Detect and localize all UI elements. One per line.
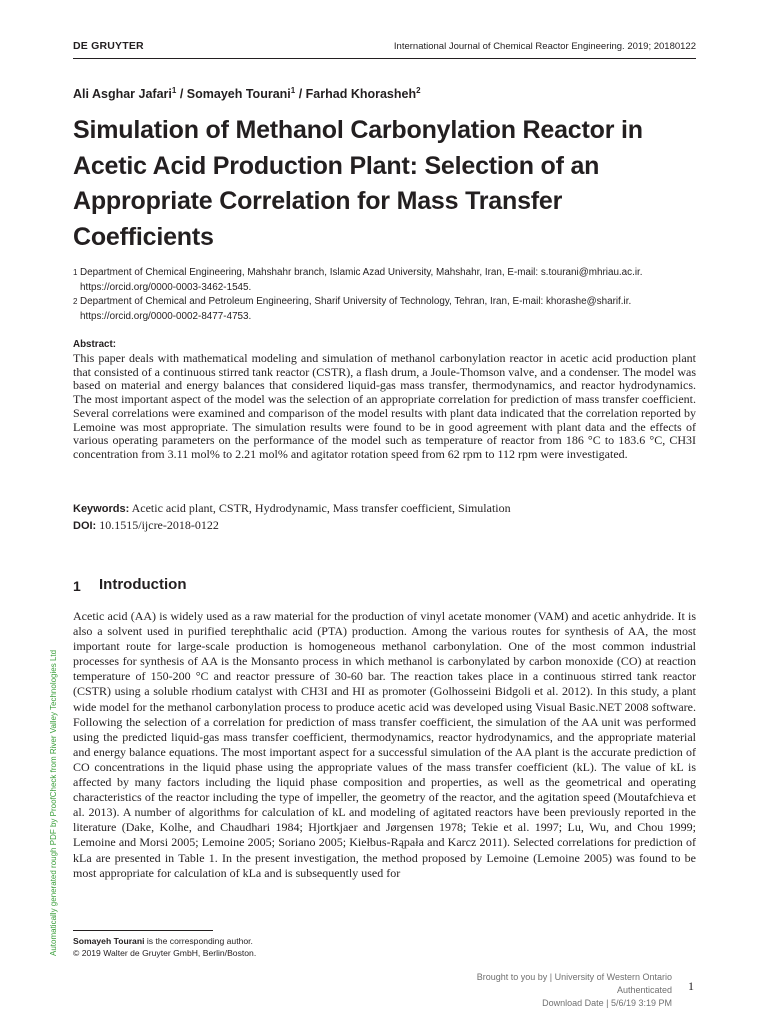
abstract-heading: Abstract: <box>73 339 117 350</box>
affiliation-number: 1 <box>73 268 78 277</box>
corresponding-author-suffix: is the corresponding author. <box>144 936 253 946</box>
author-name: Farhad Khorasheh <box>305 87 417 102</box>
author-affiliation-mark: 1 <box>290 86 296 95</box>
introduction-body: Acetic acid (AA) is widely used as a raw material for the production of vinyl acetate monomer (VAM) and acetic anhydride. It is also a solvent used in purified terephthalic acid (PTA) production. Among the various routes for synthesis of AA, the most important route for large-scale production is homogeneous methanol carbonylation. One of the most common industrial processes for synthesis of AA is the Monsanto process in which methanol is carbonylated by carbon monoxide (CO) at reaction temperature of 150-200 °C and reactor pressure of 30-60 bar. The reaction takes place in a continuous stirred tank reactor (CSTR) using a soluble rhodium catalyst with CH3I and HI as promoter (Golhosseini Bidgoli et al. 2012). In this study, a plant wide model for the methanol carbonylation process to produce acetic acid was developed using Visual Basic.NET 2008 software. Following the selection of a correlation for prediction of mass transfer coefficient, the simulation of the AA unit was performed using the predicted liquid-gas mass transfer coefficient, thermodynamics, reactor hydrodynamics, and the appropriate material and energy balance equations. The most important aspect for a successful simulation of the AA plant is the accurate prediction of CO concentrations in the liquid phase using the appropriate values of the mass transfer coefficient (kL). The value of kL is affected by many factors including the liquid phase composition and properties, as well as the geometrical and operating characteristics of the reactor including the type of impeller, the geometry of the reactor, and the agitation speed (Moutafchieva et al. 2013). A number of algorithms for calculation of kL and modeling of agitated reactors have been previously reported in the literature (Dake, Kolhe, and Chaudhari 1984; Hjortkjaer and Jørgensen 1978; Tekie et al. 1997; Lu, Wu, and Chou 1999; Lemoine and Morsi 2005; Lemoine 2005; Soriano 2005; Kiełbus-Rąpała and Karcz 2011). Selected correlations for prediction of kLa are presented in Table 1. In the present investigation, the method proposed by Lemoine (Lemoine 2005) was found to be most appropriate for calculation of kLa and is subsequently used for <box>73 609 696 880</box>
stamp-line: Download Date | 5/6/19 3:19 PM <box>542 998 672 1008</box>
abstract-text: This paper deals with mathematical modeling and simulation of methanol carbonylation reactor in acetic acid production plant that consisted of a continuous stirred tank reactor (CSTR), a flash drum, a Joule-Thomson valve, and a condenser. The model was based on material and energy balances that considered liquid-gas mass transfer, thermodynamics, and reactor hydrodynamics. The most important aspect of the model was the selection of an appropriate correlation for prediction of mass transfer coefficient. Several correlations were examined and comparison of the model results with plant data indicated that the correlation reported by Lemoine was most appropriate. The simulation results were found to be in good agreement with plant data and the effects of various operating parameters on the performance of the model such as temperature of reactor from 186 °C to 183.6 °C, CH3I concentration from 3.11 mol% to 2.21 mol% and agitator rotation speed from 62 rpm to 112 rpm were investigated. <box>73 351 696 461</box>
corresponding-author-name: Somayeh Tourani <box>73 936 145 946</box>
stamp-line: Authenticated <box>616 985 672 995</box>
keywords <box>73 501 696 516</box>
affiliation-text: Department of Chemical and Petroleum Engineering, Sharif University of Technology, Tehran, Iran, E-mail: khorashe@sharif.ir. https://orcid.org/0000-0002-8477-4753. <box>80 296 632 322</box>
author-list <box>73 86 421 101</box>
section-number: 1 <box>73 578 81 594</box>
page-number: 1 <box>688 979 694 993</box>
affiliation-1 <box>73 266 693 295</box>
side-watermark-note: Automatically generated rough PDF by ProofCheck from River Valley Technologies Ltd <box>49 649 58 956</box>
download-stamp <box>477 971 672 1010</box>
keywords-label: Keywords: <box>73 503 130 515</box>
doi <box>73 518 219 533</box>
doi-label: DOI: <box>73 520 97 532</box>
running-header <box>73 38 696 59</box>
stamp-line: Brought to you by | University of Western Ontario <box>476 972 672 982</box>
footnote-divider <box>73 930 213 931</box>
affiliation-2 <box>73 295 693 324</box>
affiliation-number: 2 <box>73 297 78 306</box>
author-affiliation-mark: 2 <box>416 86 421 95</box>
affiliation-text: Department of Chemical Engineering, Mahshahr branch, Islamic Azad University, Mahshahr, Iran, E-mail: s.tourani@mhriau.ac.ir. https://orcid.org/0000-0003-3462-1545. <box>80 267 643 293</box>
copyright-note: © 2019 Walter de Gruyter GmbH, Berlin/Boston. <box>73 948 257 958</box>
author-separator: / <box>298 87 303 102</box>
journal-citation: International Journal of Chemical Reactor Engineering. 2019; 20180122 <box>393 41 696 52</box>
author-name: Somayeh Tourani <box>186 87 291 102</box>
author-affiliation-mark: 1 <box>171 86 177 95</box>
paper-title: Simulation of Methanol Carbonylation Reactor in Acetic Acid Production Plant: Selection of an Appropriate Correlation for Mass Transfer Coefficients <box>73 116 643 251</box>
keywords-text: Acetic acid plant, CSTR, Hydrodynamic, Mass transfer coefficient, Simulation <box>131 501 511 515</box>
doi-link[interactable]: 10.1515/ijcre-2018-0122 <box>99 518 219 532</box>
publisher-name: DE GRUYTER <box>73 40 144 52</box>
author-separator: / <box>179 87 184 102</box>
author-name: Ali Asghar Jafari <box>73 87 172 102</box>
section-title: Introduction <box>99 576 187 593</box>
corresponding-author-note <box>73 936 253 946</box>
